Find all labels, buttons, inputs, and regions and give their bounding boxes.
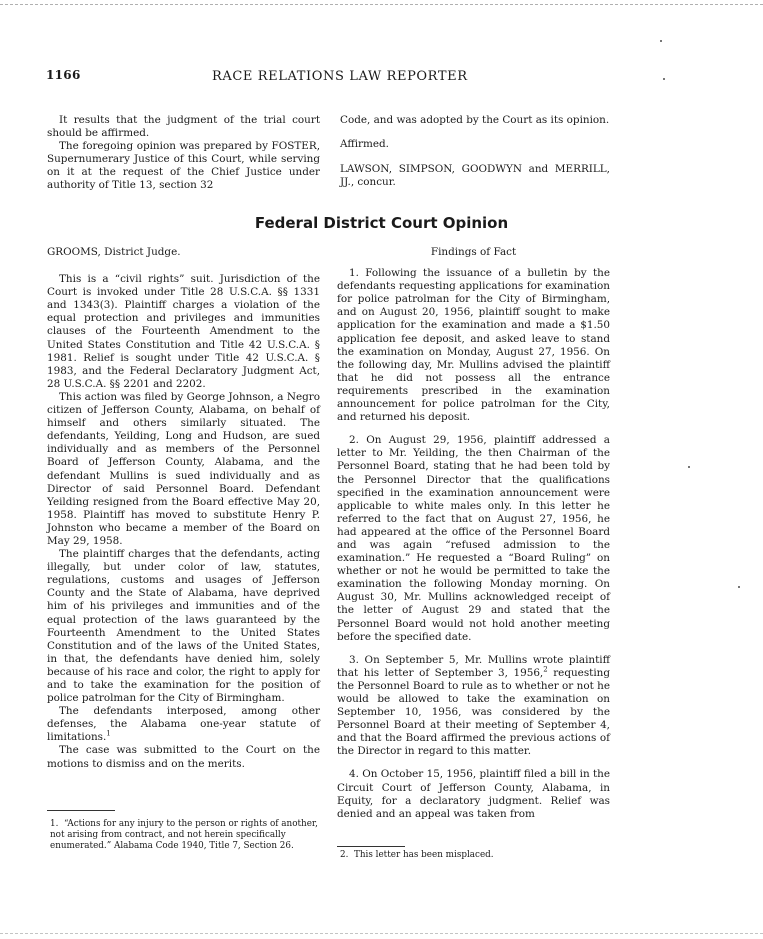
paragraph (337, 654, 610, 759)
paragraph: 2. On August 29, 1956, plaintiff addressed a letter to Mr. Yeilding, the then Chairman of the Personnel Board, stating that he had been told by the Personnel Director that the qualifications specified in the examination announcement were applicable to white males only. In this letter he referred to the fact that on August 27, 1956, he had appeared at the office of the Personnel Board and was again “refused admission to the examination.” He requested a “Board Ruling” on whether or not he would be permitted to take the examination the following Monday morning. On August 30, Mr. Mullins acknowledged receipt of the letter of August 29 and stated that the Personnel Board would not hold another meeting before the specified date. (337, 434, 610, 643)
findings-heading: Findings of Fact (430, 246, 517, 258)
judge-name: GROOMS, District Judge. (47, 246, 181, 258)
scan-bottom-edge (0, 933, 763, 934)
footnote-ref: 2 (543, 665, 548, 674)
paragraph: The plaintiff charges that the defendants, acting illegally, but under color of law, statutes, regulations, customs and usages of Jefferson County and the State of Alabama, have deprived him of his privileges and immunities and of the equal protection of the laws guaranteed by the Fourteenth Amendment to the United States Constitution and of the laws of the United States, in that, the defendants have denied him, solely because of his race and color, the right to apply for and to take the examination for the position of police patrolman for the City of Birmingham. (47, 548, 320, 705)
footnote-text: “Actions for any injury to the person or rights of another, not arising from contract, and not herein specifically enumerated.” Alabama Code 1940, Title 7, Section 26. (50, 819, 318, 851)
prior-opinion-left (47, 114, 320, 193)
scan-speck (738, 586, 740, 588)
footnote-number: 1. (50, 819, 59, 829)
opinion-left-column (47, 246, 320, 771)
paragraph: Code, and was adopted by the Court as its opinion. (340, 114, 610, 126)
scan-top-edge (0, 4, 763, 5)
disposition: Affirmed. (340, 138, 389, 151)
paragraph: The foregoing opinion was prepared by FOSTER, Supernumerary Justice of this Court, while serving on it at the request of the Chief Justice under authority of Title 13, section 32 (47, 140, 320, 192)
scan-speck (663, 78, 665, 80)
paragraph: It results that the judgment of the trial court should be affirmed. (47, 114, 320, 140)
paragraph: This is a “civil rights” suit. Jurisdiction of the Court is invoked under Title 28 U.S.C.A. §§ 1331 and 1343(3). Plaintiff charges a violation of the equal protection and privileges and immunities clauses of the Fourteenth Amendment to the United States Constitution and Title 42 U.S.C.A. § 1981. Relief is sought under Title 42 U.S.C.A. § 1983, and the Federal Declaratory Judgment Act, 28 U.S.C.A. §§ 2201 and 2202. (47, 273, 320, 390)
footnote-2 (340, 850, 608, 861)
prior-opinion-right (340, 114, 610, 189)
page-number: 1166 (46, 68, 81, 82)
running-header: RACE RELATIONS LAW REPORTER (212, 69, 468, 84)
footnote-rule (47, 810, 115, 811)
footnote-rule (337, 846, 405, 847)
scan-speck (660, 40, 662, 42)
scan-speck (688, 466, 690, 468)
paragraph-text: 3. On September 5, Mr. Mullins wrote plaintiff that his letter of September 3, 1956, (337, 653, 610, 679)
paragraph: The case was submitted to the Court on the motions to dismiss and on the merits. (47, 744, 320, 770)
footnote-number: 2. (340, 850, 349, 860)
opinion-right-column (337, 246, 610, 821)
paragraph (47, 705, 320, 744)
paragraph: 4. On October 15, 1956, plaintiff filed a bill in the Circuit Court of Jefferson County, Alabama, in Equity, for a declaratory judgment. Relief was denied and an appeal was taken from (337, 768, 610, 820)
footnote-ref: 1 (106, 729, 111, 738)
paragraph: 1. Following the issuance of a bulletin by the defendants requesting applications for examination for police patrolman for the City of Birmingham, and on August 20, 1956, plaintiff sought to make application for the examination and made a $1.50 application fee deposit, and asked leave to stand the examination on Monday, August 27, 1956. On the following day, Mr. Mullins advised the plaintiff that he did not possess all the entrance requirements prescribed in the examination announcement for police patrolman for the City, and returned his deposit. (337, 267, 610, 424)
paragraph-text: requesting the Personnel Board to rule as to whether or not he would be allowed to take the examination on September 10, 1956, was considered by the Personnel Board at their meeting of September 4, and that the Board affirmed the previous actions of the Director in regard to this matter. (337, 666, 610, 758)
section-title: Federal District Court Opinion (254, 214, 509, 232)
concurrence: LAWSON, SIMPSON, GOODWYN and MERRILL, JJ., concur. (340, 163, 610, 189)
paragraph: This action was filed by George Johnson, a Negro citizen of Jefferson County, Alabama, on behalf of himself and others similarly situated. The defendants, Yeilding, Long and Hudson, are sued individually and as members of the Personnel Board of Jefferson County, Alabama, and the defendant Mullins is sued individually and as Director of said Personnel Board. Defendant Yeilding resigned from the Board effective May 20, 1958. Plaintiff has moved to substitute Henry P. Johnston who became a member of the Board on May 29, 1958. (47, 390, 320, 547)
paragraph-text: The defendants interposed, among other defenses, the Alabama one-year statute of limitations. (47, 705, 320, 744)
footnote-text: This letter has been misplaced. (354, 850, 494, 860)
footnote-1 (50, 819, 318, 852)
